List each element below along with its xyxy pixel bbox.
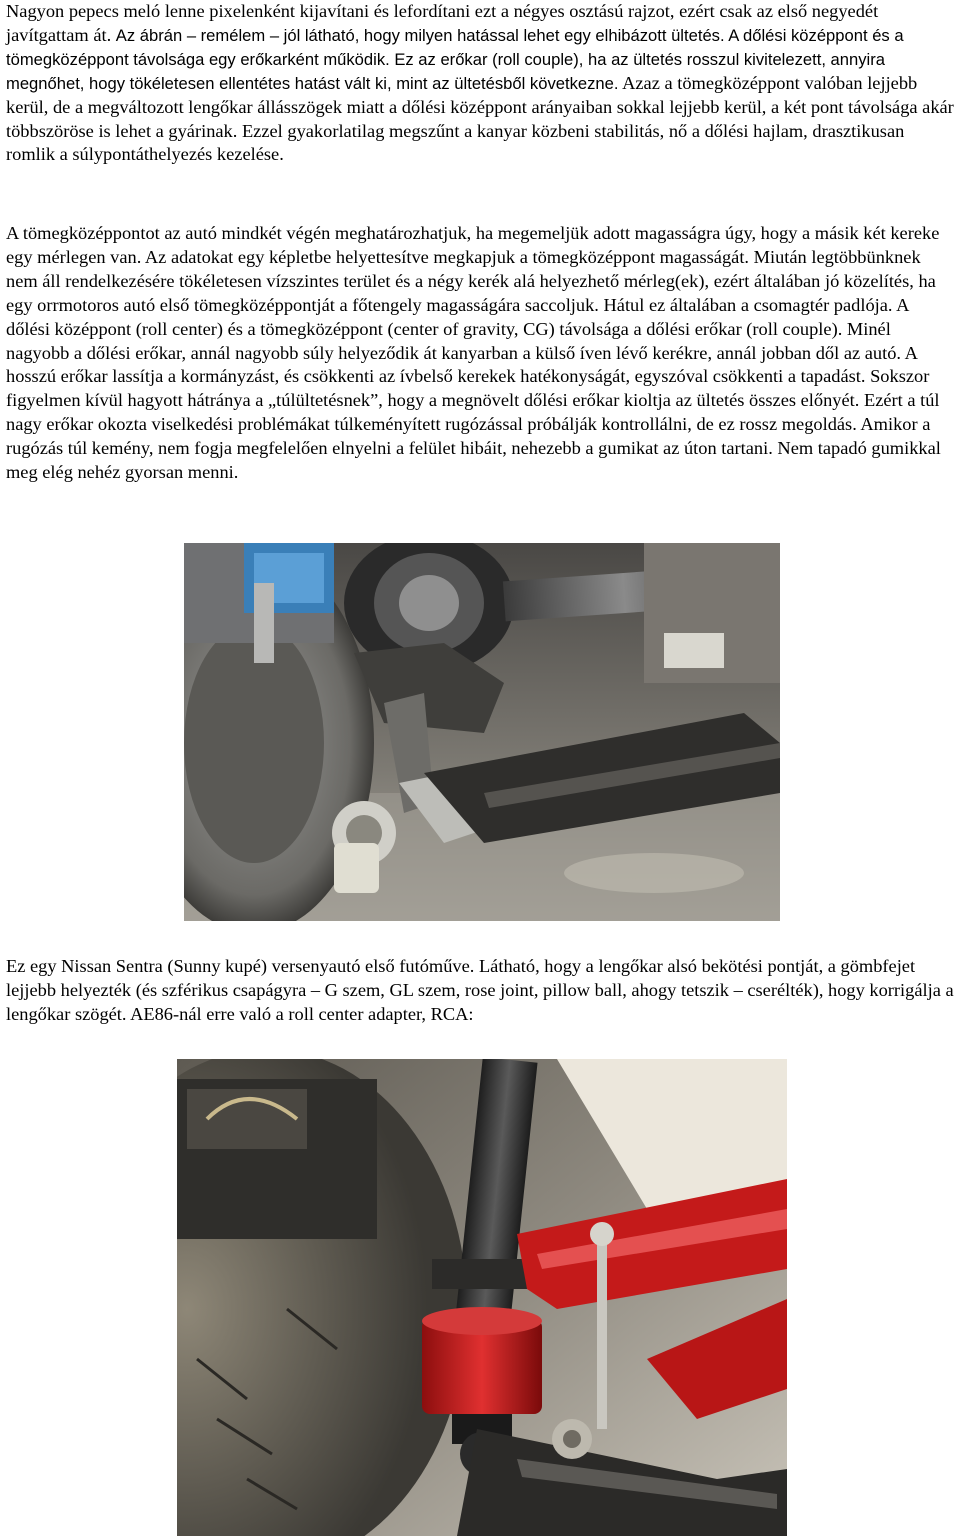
suspension-photo-ae86-rca	[177, 1059, 787, 1536]
paragraph-intro-part-1: Nagyon pepecs meló lenne pixelenként kijavítani és lefordítani ezt a négyes osztású rajzot, ezért csak az első negyedét javítgattam át.	[6, 1, 879, 45]
paragraph-intro	[6, 0, 956, 167]
suspension-photo-nissan	[184, 543, 780, 921]
suspension-photo-nissan-drawing	[184, 543, 780, 921]
paragraph-intro-part-2: Az ábrán – remélem – jól látható, hogy milyen hatással lehet egy elhibázott ültetés. A dőlési középpont és a tömegközéppont távolsága egy erőkarként működik. Ez az erőkar (roll couple), ha az ültetés rosszul kivitelezett, annyira megnőhet, hogy tökéletesen ellentétes hatást vált ki, mint az ültetésből következne.	[6, 25, 904, 93]
paragraph-intro-part-3: Azaz a tömegközéppont valóban lejjebb kerül, de a megváltozott lengőkar állásszögek miatt a dőlési középpont arányaiban sokkal lejjebb kerül, a két pont távolsága akár többszöröse is lehet a gyárinak. Ezzel gyakorlatilag megszűnt a kanyar közbeni stabilitás, nő a dőlési hajlam, drasztikusan romlik a súlypontáthelyezés kezelése.	[6, 72, 954, 165]
paragraph-nissan-sentra: Ez egy Nissan Sentra (Sunny kupé) versenyautó első futóműve. Látható, hogy a lengőkar alsó bekötési pontját, a gömbfejet lejjebb helyezték (és szférikus csapágyra – G szem, GL szem, rose joint, pillow ball, ahogy tetszik – cserélték), hogy korrigálja a lengőkar szögét. AE86-nál erre való a roll center adapter, RCA:	[6, 956, 954, 1024]
suspension-photo-ae86-rca-drawing	[177, 1059, 787, 1536]
paragraph-center-of-gravity: A tömegközéppontot az autó mindkét végén meghatározhatjuk, ha megemeljük adott magasságra úgy, hogy a másik két kereke egy mérlegen van. Az adatokat egy képletbe helyettesítve megkapjuk a tömegközéppont magasságát. Miután legtöbbünknek nem áll rendelkezésére tökéletesen vízszintes terület és a négy kerék alá helyezhető mérleg(ek), ezért általában jó közelítés, ha egy orrmotoros autó első tömegközéppontját a főtengely magasságára saccoljuk. Hátul ez általában a csomagtér padlója. A dőlési középpont (roll center) és a tömegközéppont (center of gravity, CG) távolsága a dőlési erőkar (roll couple). Minél nagyobb a dőlési erőkar, annál nagyobb súly helyeződik át kanyarban a külső íven lévő kerékre, annál jobban dől az autó. A hosszú erőkar lassítja a kormányzást, és csökkenti az ívbelső kerekek hatékonyságát, egyszóval csökkenti a tapadást. Sokszor figyelmen kívül hagyott hátránya a „túlültetésnek”, hogy a megnövelt dőlési erőkar kioltja az ültetés összes előnyét. Ezért a túl nagy erőkar okozta viselkedési problémákat túlkeményített rugózással próbálják kontrollálni, de ez rossz megoldás. Amikor a rugózás túl kemény, nem fogja megfelelően elnyelni a felület hibáit, nehezebb a gumikat az úton tartani. Nem tapadó gumikkal meg elég nehéz gyorsan menni.	[6, 223, 941, 483]
